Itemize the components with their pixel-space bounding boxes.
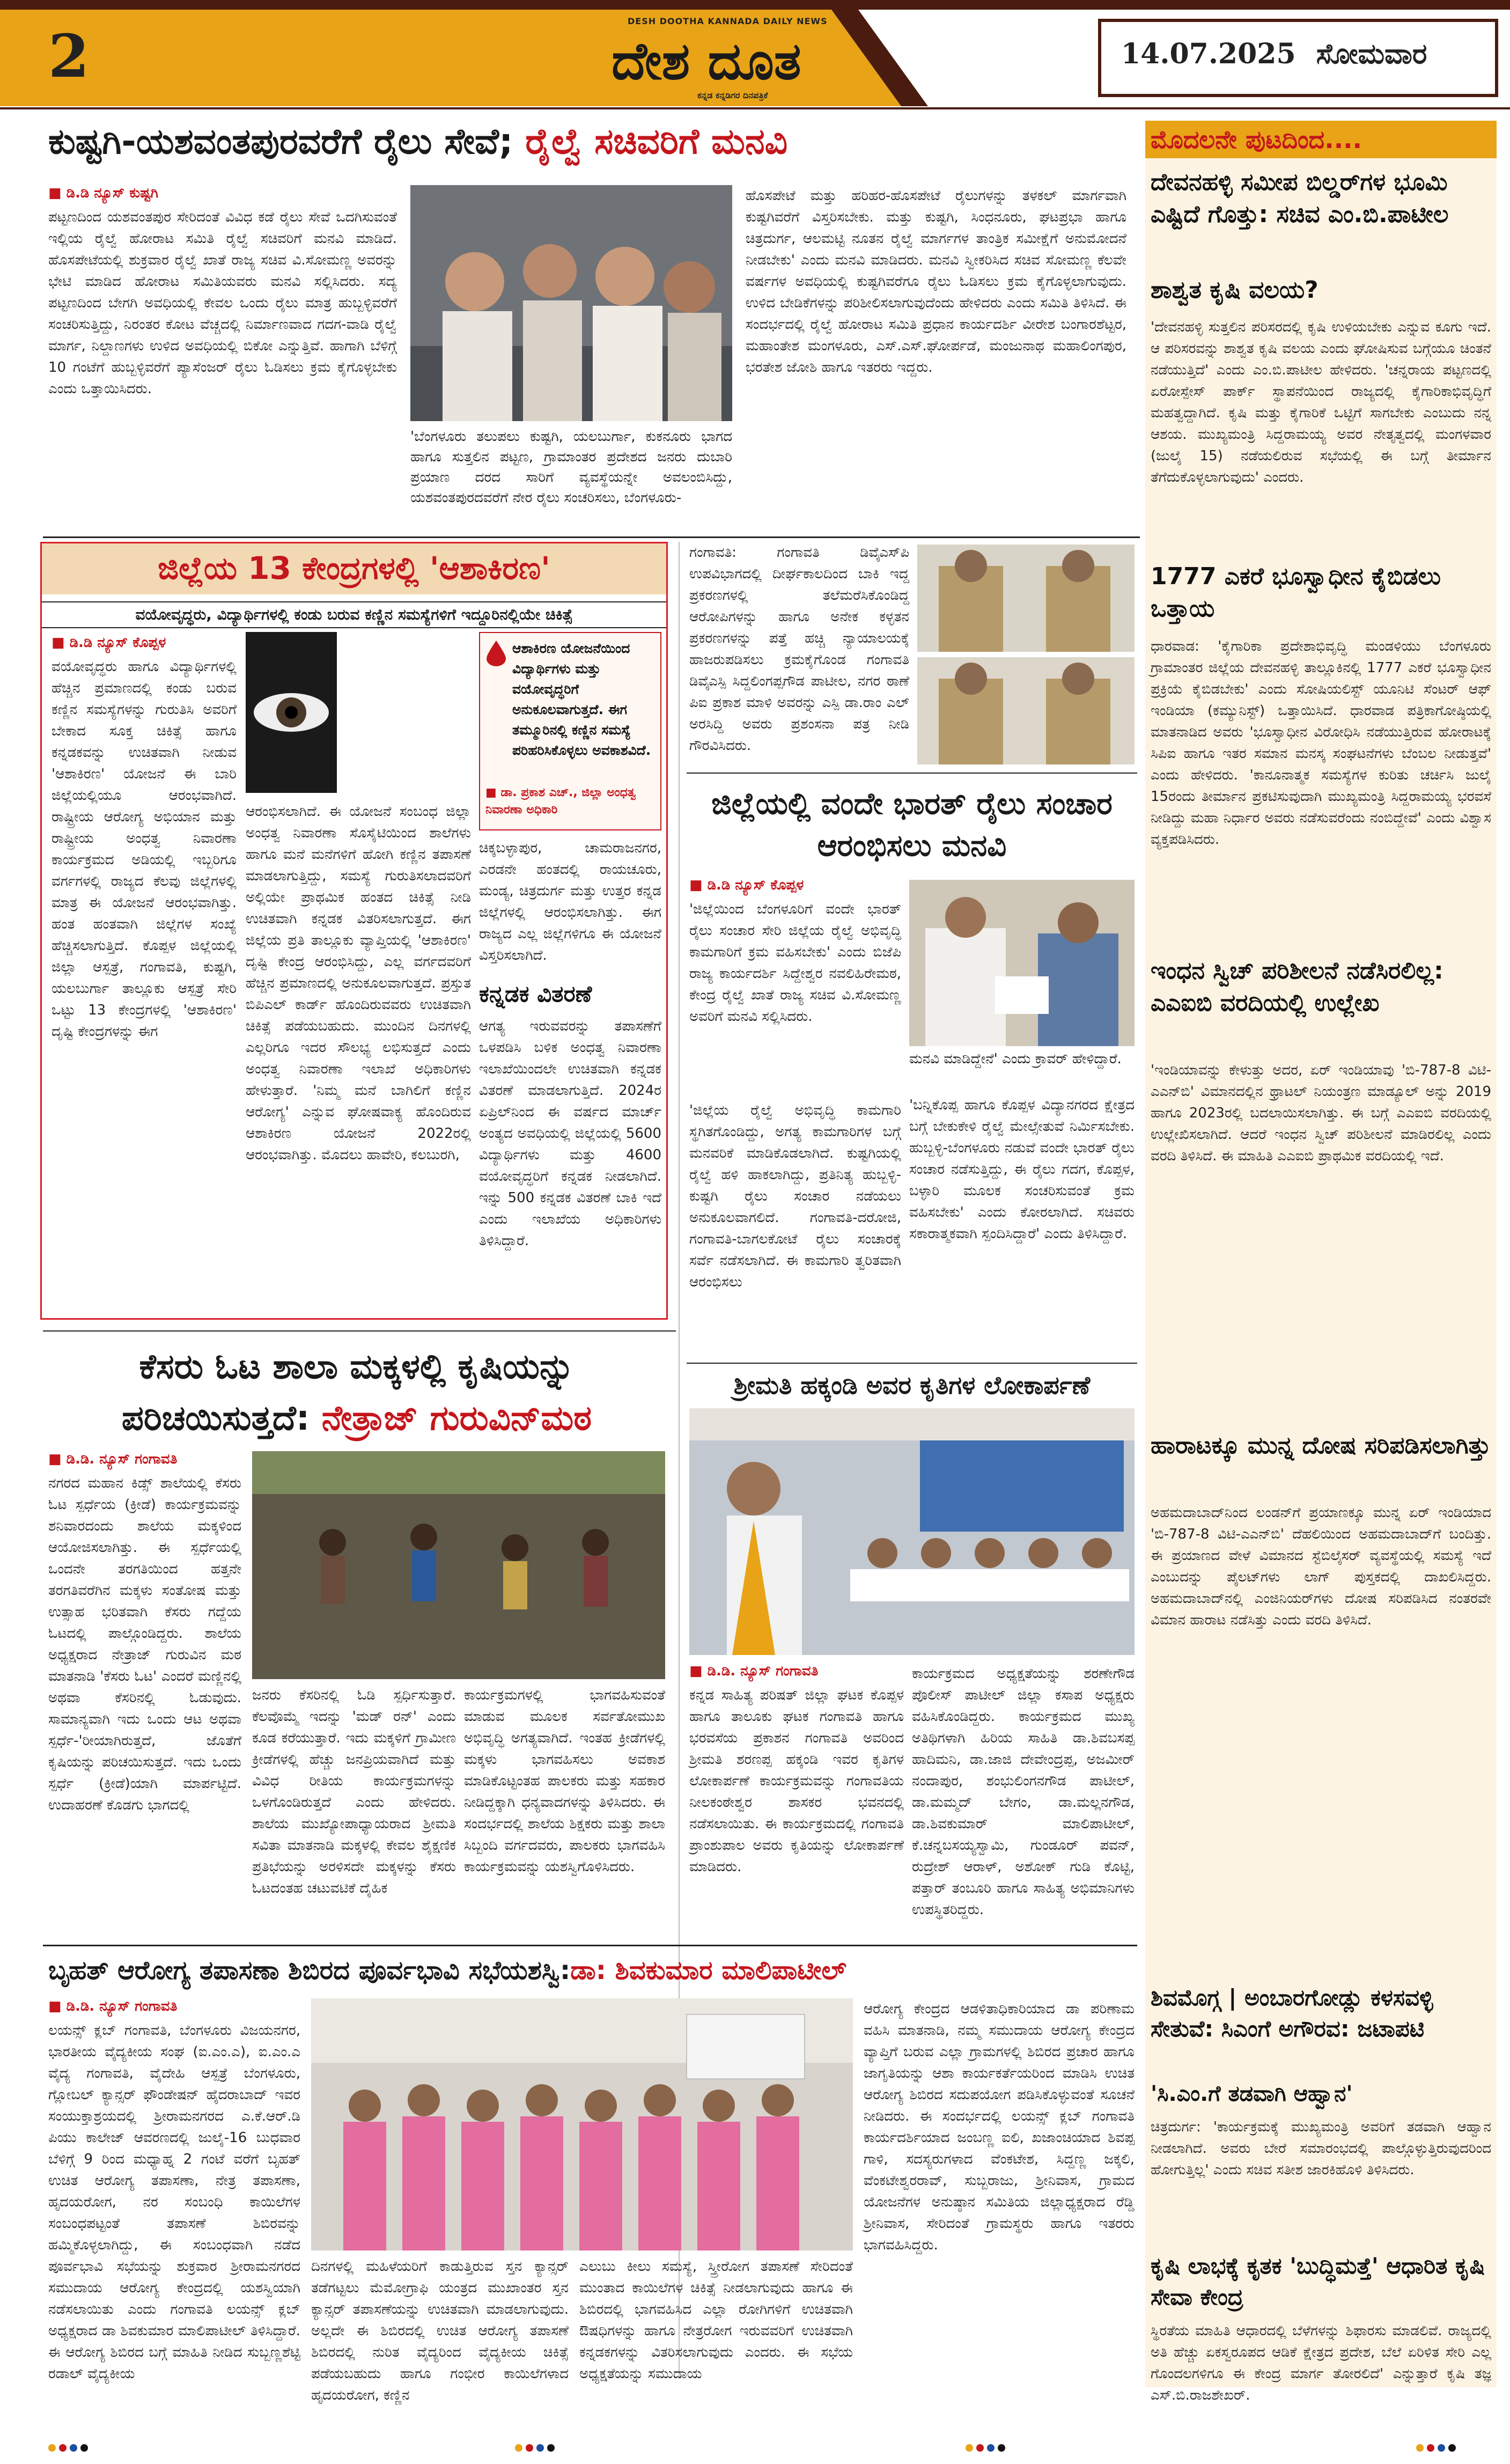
hakkandi-byline: ■ ಡಿ.ಡಿ. ನ್ಯೂಸ್ ಗಂಗಾವತಿ [689, 1663, 819, 1679]
english-title: DESH DOOTHA KANNADA DAILY NEWS [628, 16, 828, 26]
vande-col2: 'ಜಿಲ್ಲೆಯ ರೈಲ್ವೆ ಅಭಿವೃದ್ಧಿ ಕಾಮಗಾರಿ ಸ್ಥಗಿತಗೊಂಡಿದ್ದು, ಅಗತ್ಯ ಕಾಮಗಾರಿಗಳ ಬಗ್ಗೆ ಮನವರಿಕೆ ಮಾಡಿಕೊಡಲಾಗಿದೆ. ಕುಷ್ಟಗಿಯಲ್ಲಿ ರೈಲ್ವೆ ಹಳಿ ಹಾಕಲಾಗಿದ್ದು, ಪ್ರತಿನಿತ್ಯ ಹುಬ್ಬಳ್ಳಿ-ಕುಷ್ಟಗಿ ರೈಲು ಸಂಚಾರ ನಡೆಯಲು ಅನುಕೂಲವಾಗಲಿದೆ. ಗಂಗಾವತಿ-ದರೋಜಿ, ಗಂಗಾವತಿ-ಬಾಗಲಕೋಟೆ ರೈಲು ಸಂಚಾರಕ್ಕೆ ಸರ್ವೆ ನಡೆಸಲಾಗಿದೆ. ಈ ಕಾಮಗಾರಿ ತ್ವರಿತವಾಗಿ ಆರಂಭಿಸಲು [689, 1102, 901, 1290]
arogya-byline: ■ ಡಿ.ಡಿ. ನ್ಯೂಸ್ ಗಂಗಾವತಿ [48, 1998, 178, 2014]
eye-photo [246, 632, 337, 793]
mud-race-image-icon [252, 1451, 665, 1679]
kesaru-col1: ನಗರದ ಮಹಾನ ಕಿಡ್ಸ್ ಶಾಲೆಯಲ್ಲಿ ಕೆಸರು ಓಟ ಸ್ಪರ್ಧೆಯ (ಕ್ರೀಡೆ) ಕಾರ್ಯಕ್ರಮವನ್ನು ಶನಿವಾರದಂದು ಶಾಲೆಯ ಮಕ್ಕಳಿಂದ ಆಯೋಜಿಸಲಾಗಿತ್ತು. ಈ ಸ್ಪರ್ಧೆಯಲ್ಲಿ ಒಂದನೇ ತರಗತಿಯಿಂದ ಹತ್ತನೇ ತರಗತಿವರೆಗಿನ ಮಕ್ಕಳು ಸಂತೋಷ ಮತ್ತು ಉತ್ಸಾಹ ಭರಿತವಾಗಿ ಕೆಸರು ಗದ್ದೆಯ ಓಟದಲ್ಲಿ ಪಾಲ್ಗೊಂಡಿದ್ದರು. ಶಾಲೆಯ ಅಧ್ಯಕ್ಷರಾದ ನೇತ್ರಾಜ್ ಗುರುವಿನ ಮಠ ಮಾತನಾಡಿ 'ಕೆಸರು ಓಟ' ಎಂದರೆ ಮಣ್ಣಿನಲ್ಲಿ ಅಥವಾ ಕೆಸರಿನಲ್ಲಿ ಓಡುವುದು. ಸಾಮಾನ್ಯವಾಗಿ ಇದು ಒಂದು ಆಟ ಅಥವಾ ಸ್ಪರ್ಧೆ-'ರೀಯಾಗಿರುತ್ತದೆ, ಜೊತೆಗೆ ಕೃಷಿಯನ್ನು ಪರಿಚಯಿಸುತ್ತದೆ. ಇದು ಒಂದು ಸ್ಪರ್ಧೆ (ಕ್ರೀಡೆ)ಯಾಗಿ ಮಾರ್ಪಟ್ಟಿದೆ. ಉದಾಹರಣೆ ಕೊಡಗು ಭಾಗದಲ್ಲಿ [48, 1475, 241, 1813]
sidebar-story3-text: 'ಇಂಡಿಯಾವನ್ನು ಕೇಳುತ್ತು ಅದರ, ಏರ್ ಇಂಡಿಯಾವು 'ಬಿ-787-8 ವಿಟಿ-ಎಎನ್‌ಬಿ' ವಿಮಾನದಲ್ಲಿನ ಥ್ರಾಟಲ್ ನಿಯಂತ್ರಣ ಮಾಡ್ಯೂಲ್ ಅನ್ನು 2019 ಹಾಗೂ 2023ರಲ್ಲಿ ಬದಲಾಯಿಸಲಾಗಿತ್ತು. ಈ ಬಗ್ಗೆ ಎಎಐಬಿ ವರದಿಯಲ್ಲಿ ಉಲ್ಲೇಖಿಸಲಾಗಿದೆ. ಆದರೆ ಇಂಧನ ಸ್ವಿಚ್ ಪರಿಶೀಲನೆ ಮಾಡಿರಲಿಲ್ಲ ಎಂದು ವರದಿ ತಿಳಿಸಿದೆ. ಈ ಮಾಹಿತಿ ಎಎಐಬಿ ಪ್ರಾಥಮಿಕ ವರದಿಯಲ್ಲಿ ಇದೆ. [1151, 1062, 1491, 1164]
arogya-caption: ದಿನಗಳಲ್ಲಿ ಮಹಿಳೆಯರಿಗೆ ಕಾಡುತ್ತಿರುವ ಸ್ತನ ಕ್ಯಾನ್ಸರ್ ತಡೆಗಟ್ಟಲು ಮೆಮೋಗ್ರಾಫಿ ಯಂತ್ರದ ಮುಖಾಂತರ ಸ್ತನ ಕ್ಯಾನ್ಸರ್ ತಪಾಸಣೆಯನ್ನು ಉಚಿತವಾಗಿ ಮಾಡಲಾಗುವುದು. ಅಲ್ಲದೇ ಈ ಶಿಬಿರದಲ್ಲಿ ಉಚಿತ ಆರೋಗ್ಯ ತಪಾಸಣೆ ಶಿಬಿರದಲ್ಲಿ ನುರಿತ ವೈದ್ಯರಿಂದ ವೈದ್ಯಕೀಯ ಚಿಕಿತ್ಸೆ ಪಡೆಯಬಹುದು ಹಾಗೂ ಗಂಭೀರ ಕಾಯಿಲೆಗಳಾದ ಹೃದಯರೋಗ, ಕಣ್ಣಿನ [311, 2259, 569, 2403]
eye-icon [246, 632, 337, 793]
weekday-value: ಸೋಮವಾರ [1316, 38, 1427, 70]
book-release-image-icon [689, 1408, 1135, 1655]
arogya-photo [311, 1998, 853, 2250]
sidebar-story1-title: ದೇವನಹಳ್ಳಿ ಸಮೀಪ ಬಿಲ್ಡರ್‌ಗಳ ಭೂಮಿ ಎಷ್ಟಿದೆ ಗೊತ್ತು: ಸಚಿವ ಎಂ.ಬಿ.ಪಾಟೀಲ [1151, 168, 1449, 228]
kesaru-photo [252, 1451, 665, 1679]
date-value: 14.07.2025 [1121, 38, 1296, 70]
lead-headline-part2: ರೈಲ್ವೆ ಸಚಿವರಿಗೆ ಮನವಿ [525, 121, 788, 162]
ashakirana-col3-sub: ಕನ್ನಡಕ ವಿತರಣೆ [479, 981, 592, 1007]
ashakirana-quote: ಆಶಾಕಿರಣ ಯೋಜನೆಯಿಂದ ವಿದ್ಯಾರ್ಥಿಗಳು ಮತ್ತು ವಯೋವೃದ್ಧರಿಗೆ ಅನುಕೂಲವಾಗುತ್ತದೆ. ಈಗ ತಮ್ಮೂರಿನಲ್ಲಿ ಕಣ್ಣಿನ ಸಮಸ್ಯೆ ಪರಿಹರಿಸಿಕೊಳ್ಳಲು ಅವಕಾಶವಿದೆ. [512, 641, 651, 758]
footer-dots-center-left [515, 2444, 558, 2454]
hakkandi-col2: ಕಾರ್ಯಕ್ರಮದ ಅಧ್ಯಕ್ಷತೆಯನ್ನು ಶರಣೇಗೌಡ ಪೊಲೀಸ್ ಪಾಟೀಲ್ ಜಿಲ್ಲಾ ಕಸಾಪ ಅಧ್ಯಕ್ಷರು ವಹಿಸಿಕೊಂಡಿದ್ದರು. ಕಾರ್ಯಕ್ರಮದ ಮುಖ್ಯ ಅತಿಥಿಗಳಾಗಿ ಹಿರಿಯ ಸಾಹಿತಿ ಡಾ.ಶಿವಬಸಪ್ಪ ಹಾದಿಮನಿ, ಡಾ.ಜಾಜಿ ದೇವೇಂದ್ರಪ್ಪ, ಅಜಮೀರ್ ನಂದಾಪುರ, ಶಂಭುಲಿಂಗನಗೌಡ ಪಾಟೀಲ್, ಡಾ.ಮಮ್ಮದ್ ಬೇಗಂ, ಡಾ.ಮಲ್ಲನಗೌಡ, ಡಾ.ಶಿವಕುಮಾರ್ ಮಾಲಿಪಾಟೀಲ್, ಕೆ.ಚನ್ನಬಸಯ್ಯಸ್ವಾಮಿ, ಗುಂಡೂರ್ ಪವನ್, ರುದ್ರೇಶ್ ಆರಾಳ್, ಅಶೋಕ್ ಗುಡಿ ಕೊಟ್ಟಿ, ಪತ್ತಾರ್ ತಂಬೂರಿ ಹಾಗೂ ಸಾಹಿತ್ಯ ಅಭಿಮಾನಿಗಳು ಉಪಸ್ಥಿತರಿದ್ದರು. [912, 1666, 1135, 1918]
lead-caption: 'ಬೆಂಗಳೂರು ತಲುಪಲು ಕುಷ್ಟಗಿ, ಯಲಬುರ್ಗಾ, ಕುಕನೂರು ಭಾಗದ ಹಾಗೂ ಸುತ್ತಲಿನ ಪಟ್ಟಣ, ಗ್ರಾಮಾಂತರ ಪ್ರದೇಶದ ಜನರು ದುಬಾರಿ ಪ್ರಯಾಣ ದರದ ಸಾರಿಗೆ ವ್ಯವಸ್ಥೆಯನ್ನೇ ಅವಲಂಬಿಸಿದ್ದು, ಯಶವಂತಪುರದವರೆಗೆ ನೇರ ರೈಲು ಸಂಚರಿಸಲು, ಬೆಂಗಳೂರು- [410, 429, 732, 506]
ashakirana-box [40, 542, 668, 1320]
kesaru-headline-part3: ನೇತ್ರಾಜ್ ಗುರುವಿನ್‌ಮಠ [321, 1399, 592, 1438]
sidebar-story6-text: ಸ್ಥಿರತೆಯ ಮಾಹಿತಿ ಆಧಾರದಲ್ಲಿ ಬೆಳೆಗಳನ್ನು ಶಿಫಾರಸು ಮಾಡಲಿವೆ. ರಾಜ್ಯದಲ್ಲಿ ಅತಿ ಹೆಚ್ಚು ಏಕಸ್ವರೂಪದ ಆಡಿಕೆ ಕ್ಷೇತ್ರದ ಪ್ರದೇಶ, ಬೆಲೆ ಏರಿಳಿತ ಸೇರಿ ಎಲ್ಲ ಗೊಂದಲಗಳಿಗೂ ಈ ಕೇಂದ್ರ ಮಾರ್ಗ ತೋರಲಿದೆ' ಎನ್ನುತ್ತಾರೆ ಕೃಷಿ ತಜ್ಞ ಎಸ್.ಬಿ.ರಾಜಶೇಖರ್. [1151, 2323, 1491, 2403]
sidebar-story4-title: ಹಾರಾಟಕ್ಕೂ ಮುನ್ನ ದೋಷ ಸರಿಪಡಿಸಲಾಗಿತ್ತು [1151, 1432, 1491, 1459]
logo-text: ದೇಶ ದೂತ [612, 31, 801, 91]
header-rule [0, 107, 1510, 109]
ashakirana-headline-part1: ಜಿಲ್ಲೆಯ 13 ಕೇಂದ್ರಗಳಲ್ಲಿ [158, 550, 430, 586]
kesaru-headline [40, 1341, 673, 1444]
arogya-headline [48, 1955, 1137, 1986]
police-photo-2 [917, 657, 1135, 764]
lead-headline-part1: ಕುಷ್ಟಗಿ-ಯಶವಂತಪುರವರೆಗೆ ರೈಲು ಸೇವೆ; [48, 121, 513, 162]
vande-byline: ■ ಡಿ.ಡಿ ನ್ಯೂಸ್ ಕೊಪ್ಪಳ [689, 877, 804, 893]
ashakirana-col2a [342, 632, 471, 804]
sidebar-story4-text: ಅಹಮದಾಬಾದ್‌ನಿಂದ ಲಂಡನ್‌ಗೆ ಪ್ರಯಾಣಕ್ಕೂ ಮುನ್ನ ಏರ್ ಇಂಡಿಯಾದ 'ಬಿ-787-8 ವಿಟಿ-ಎಎನ್‌ಬಿ' ದೆಹಲಿಯಿಂದ ಅಹಮದಾಬಾದ್‌ಗೆ ಬಂದಿತ್ತು. ಈ ಪ್ರಯಾಣದ ವೇಳೆ ವಿಮಾನದ ಸ್ಟೆಬಿಲೈಸರ್ ವ್ಯವಸ್ಥೆಯಲ್ಲಿ ಸಮಸ್ಯೆ ಇದೆ ಎಂಬುದನ್ನು ಪೈಲಟ್‌ಗಳು ಲಾಗ್ ಪುಸ್ತಕದಲ್ಲಿ ದಾಖಲಿಸಿದ್ದರು. ಅಹಮದಾಬಾದ್‌ನಲ್ಲಿ ಎಂಜಿನಿಯರ್‌ಗಳು ದೋಷ ಸರಿಪಡಿಸಿದ ನಂತರವೇ ವಿಮಾನ ಹಾರಾಟ ನಡೆಸಿತ್ತು ಎಂದು ವರದಿ ತಿಳಿಸಿದೆ. [1151, 1505, 1491, 1628]
issue-date [1121, 38, 1427, 71]
arogya-col3: ಎಲುಬು ಕೀಲು ಸಮಸ್ಯೆ, ಸ್ತ್ರೀರೋಗ ತಪಾಸಣೆ ಸೇರಿದಂತೆ ಮುಂತಾದ ಕಾಯಿಲೆಗಳ ಚಿಕಿತ್ಸೆ ನೀಡಲಾಗುವುದು ಹಾಗೂ ಈ ಶಿಬಿರದಲ್ಲಿ ಭಾಗವಹಿಸಿದ ಎಲ್ಲಾ ರೋಗಿಗಳಿಗೆ ಉಚಿತವಾಗಿ ಔಷಧಿಗಳನ್ನು ಹಾಗೂ ನೇತ್ರರೋಗ ಇರುವವರಿಗೆ ಉಚಿತವಾಗಿ ಕನ್ನಡಕಗಳನ್ನು ವಿತರಿಸಲಾಗುವುದು ಎಂದರು. ಈ ಸಭೆಯ ಅಧ್ಯಕ್ಷತೆಯನ್ನು ಸಮುದಾಯ [579, 2259, 853, 2382]
kesaru-col2: ಜನರು ಕೆಸರಿನಲ್ಲಿ ಓಡಿ ಸ್ಪರ್ಧಿಸುತ್ತಾರೆ. ಕೆಲವೊಮ್ಮೆ ಇದನ್ನು 'ಮಡ್ ರನ್' ಎಂದು ಕೂಡ ಕರೆಯುತ್ತಾರೆ. ಇದು ಮಕ್ಕಳಿಗೆ ಗ್ರಾಮೀಣ ಕ್ರೀಡೆಗಳಲ್ಲಿ ಹೆಚ್ಚು ಜನಪ್ರಿಯವಾಗಿದೆ ಮತ್ತು ವಿವಿಧ ರೀತಿಯ ಕಾರ್ಯಕ್ರಮಗಳನ್ನು ಒಳಗೊಂಡಿರುತ್ತದೆ ಎಂದು ಹೇಳಿದರು. ಶಾಲೆಯ ಮುಖ್ಯೋಪಾಧ್ಯಾಯರಾದ ಶ್ರೀಮತಿ ಸವಿತಾ ಮಾತನಾಡಿ ಮಕ್ಕಳಲ್ಲಿ ಕೇವಲ ಶೈಕ್ಷಣಿಕ ಪ್ರತಿಭೆಯನ್ನು ಅರಳಿಸದೇ ಮಕ್ಕಳನ್ನು ಕೆಸರು ಓಟದಂತಹ ಚಟುವಟಿಕೆ ದೈಹಿಕ [252, 1687, 456, 1896]
ashakirana-byline: ■ ಡಿ.ಡಿ ನ್ಯೂಸ್ ಕೊಪ್ಪಳ [51, 635, 166, 651]
sidebar-story3-title: ಇಂಧನ ಸ್ವಿಚ್ ಪರಿಶೀಲನೆ ನಡೆಸಿರಲಿಲ್ಲ: ಎಎಐಬಿ ವರದಿಯಲ್ಲಿ ಉಲ್ಲೇಖ [1151, 957, 1443, 1017]
lead-col3: ಹೊಸಪೇಟೆ ಮತ್ತು ಹರಿಹರ-ಹೊಸಪೇಟೆ ರೈಲುಗಳನ್ನು ತಳಕಲ್ ಮಾರ್ಗವಾಗಿ ಕುಷ್ಟಗಿವರೆಗೆ ವಿಸ್ತರಿಸಬೇಕು. ಮತ್ತು ಕುಷ್ಟಗಿ, ಸಿಂಧನೂರು, ಘಟಪ್ರಭಾ ಹಾಗೂ ಚಿತ್ರದುರ್ಗ, ಆಲಮಟ್ಟಿ ನೂತನ ರೈಲ್ವೆ ಮಾರ್ಗಗಳ ತಾಂತ್ರಿಕ ಸಮೀಕ್ಷೆಗೆ ಅನುಮೋದನೆ ನೀಡಬೇಕು' ಎಂದು ಮನವಿ ಮಾಡಿದರು. ಮನವಿ ಸ್ವೀಕರಿಸಿದ ಸಚಿವ ಸೋಮಣ್ಣ ಕೆಲವೇ ವರ್ಷಗಳ ಅವಧಿಯಲ್ಲಿ ಕುಷ್ಟಗಿವರೆಗೂ ರೈಲು ಓಡಿಸಲು ಕ್ರಮ ಕೈಗೊಳ್ಳಲಾಗುವುದು. ಉಳಿದ ಬೇಡಿಕೆಗಳನ್ನು ಪರಿಶೀಲಿಸಲಾಗುವುದೆಂದು ಹೇಳಿದರು ಎಂದು ಸಮಿತಿ ತಿಳಿಸಿದೆ. ಈ ಸಂದರ್ಭದಲ್ಲಿ ರೈಲ್ವೆ ಹೋರಾಟ ಸಮಿತಿ ಪ್ರಧಾನ ಕಾರ್ಯದರ್ಶಿ ವೀರೇಶ ಬಂಗಾರಶೆಟ್ಟರ, ಮಹಾಂತೇಶ ಮಂಗಳೂರು, ಎಸ್.ಎಸ್.ಘೋರ್ಪಡೆ, ಮಂಜುನಾಥ ಮಹಾಲಿಂಗಪುರ, ಭರತೇಶ ಜೋಶಿ ಹಾಗೂ ಇತರರು ಇದ್ದರು. [746, 188, 1126, 376]
ashakirana-col2: ಆರಂಭಿಸಲಾಗಿದೆ. ಈ ಯೋಜನೆ ಸಂಬಂಧ ಜಿಲ್ಲಾ ಅಂಧತ್ವ ನಿವಾರಣಾ ಸೊಸೈಟಿಯಿಂದ ಶಾಲೆಗಳು ಹಾಗೂ ಮನೆ ಮನೆಗಳಿಗೆ ಹೋಗಿ ಕಣ್ಣಿನ ತಪಾಸಣೆ ಮಾಡಲಾಗುತ್ತಿದ್ದು, ಸಮಸ್ಯೆ ಗುರುತಿಸಲಾದವರಿಗೆ ಅಲ್ಲಿಯೇ ಪ್ರಾಥಮಿಕ ಹಂತದ ಚಿಕಿತ್ಸೆ ನೀಡಿ ಉಚಿತವಾಗಿ ಕನ್ನಡಕ ವಿತರಿಸಲಾಗುತ್ತದೆ. ಈಗ ಜಿಲ್ಲೆಯ ಪ್ರತಿ ತಾಲ್ಲೂಕು ವ್ಯಾಪ್ತಿಯಲ್ಲಿ 'ಆಶಾಕಿರಣ' ದೃಷ್ಟಿ ಕೇಂದ್ರ ಆರಂಭಿಸಿದ್ದು, ಎಲ್ಲ ವರ್ಗದವರಿಗೆ ಹೆಚ್ಚಿನ ಪ್ರಮಾಣದಲ್ಲಿ ಅನುಕೂಲವಾಗುತ್ತದೆ. ಪ್ರಸ್ತುತ ಬಿಪಿಎಲ್ ಕಾರ್ಡ್ ಹೊಂದಿರುವವರು ಉಚಿತವಾಗಿ ಚಿಕಿತ್ಸೆ ಪಡೆಯಬಹುದು. ಮುಂದಿನ ದಿನಗಳಲ್ಲಿ ಎಲ್ಲರಿಗೂ ಇದರ ಸೌಲಭ್ಯ ಲಭಿಸುತ್ತದೆ ಎಂದು ಅಂಧತ್ವ ನಿವಾರಣಾ ಇಲಾಖೆ ಅಧಿಕಾರಿಗಳು ಹೇಳುತ್ತಾರೆ. 'ನಿಮ್ಮ ಮನೆ ಬಾಗಿಲಿಗೆ ಕಣ್ಣಿನ ಆರೋಗ್ಯ' ಎನ್ನುವ ಘೋಷವಾಕ್ಯ ಹೊಂದಿರುವ ಆಶಾಕಿರಣ ಯೋಜನೆ 2022ರಲ್ಲಿ ಆರಂಭವಾಗಿತ್ತು. ಮೊದಲು ಹಾವೇರಿ, ಕಲಬುರಗಿ, [246, 804, 471, 1163]
sidebar-story2-text: ಧಾರವಾಡ: 'ಕೈಗಾರಿಕಾ ಪ್ರದೇಶಾಭಿವೃದ್ಧಿ ಮಂಡಳಿಯು ಬೆಂಗಳೂರು ಗ್ರಾಮಾಂತರ ಜಿಲ್ಲೆಯ ದೇವನಹಳ್ಳಿ ತಾಲ್ಲೂಕಿನಲ್ಲಿ 1777 ಎಕರೆ ಭೂಸ್ವಾಧೀನ ಪ್ರಕ್ರಿಯೆ ಕೈಬಿಡಬೇಕು' ಎಂದು ಸೋಷಿಯಲಿಸ್ಟ್ ಯೂನಿಟಿ ಸೆಂಟರ್ ಆಫ್ ಇಂಡಿಯಾ (ಕಮ್ಯುನಿಸ್ಟ್) ಒತ್ತಾಯಿಸಿದೆ. ಧಾರವಾಡ ಪತ್ರಿಕಾಗೋಷ್ಠಿಯಲ್ಲಿ ಮಾತನಾಡಿದ ಅವರು 'ಭೂಸ್ವಾಧೀನ ವಿರೋಧಿಸಿ ನಡೆಯುತ್ತಿರುವ ಹೋರಾಟಕ್ಕೆ ಸಿಪಿಐ ಹಾಗೂ ಇತರ ಸಮಾನ ಮನಸ್ಕ ಸಂಘಟನೆಗಳು ಬೆಂಬಲ ನೀಡುತ್ತವೆ' ಎಂದು ಹೇಳಿದರು. 'ಕಾನೂನಾತ್ಮಕ ಸಮಸ್ಯೆಗಳ ಕುರಿತು ಚರ್ಚಿಸಿ ಜುಲೈ 15ರಂದು ತೀರ್ಮಾನ ಪ್ರಕಟಿಸುವುದಾಗಿ ಮುಖ್ಯಮಂತ್ರಿ ಸಿದ್ದರಾಮಯ್ಯ ಭರವಸೆ ನೀಡಿದ್ದು ಮಹಾ ನಿರ್ಧಾರ ಅವರು ನಡೆಸುವರೆಂದು ನಂಬಿದ್ದೇವೆ' ಎಂದು ವಿಶ್ವಾಸ ವ್ಯಕ್ತಪಡಿಸಿದರು. [1151, 638, 1491, 848]
lead-col1: ಪಟ್ಟಣದಿಂದ ಯಶವಂತಪುರ ಸೇರಿದಂತೆ ವಿವಿಧ ಕಡೆ ರೈಲು ಸೇವೆ ಒದಗಿಸುವಂತೆ ಇಲ್ಲಿಯ ರೈಲ್ವೆ ಹೋರಾಟ ಸಮಿತಿ ರೈಲ್ವೆ ಸಚಿವರಿಗೆ ಮನವಿ ಮಾಡಿದೆ. ಹೊಸಪೇಟೆಯಲ್ಲಿ ಶುಕ್ರವಾರ ರೈಲ್ವೆ ಖಾತೆ ರಾಜ್ಯ ಸಚಿವ ವಿ.ಸೋಮಣ್ಣ ಅವರನ್ನು ಭೇಟಿ ಮಾಡಿದ ಹೋರಾಟ ಸಮಿತಿಯವರು ಮನವಿ ಸಲ್ಲಿಸಿದರು. ಸದ್ಯ ಪಟ್ಟಣದಿಂದ ಬೇಗಗಿ ಅವಧಿಯಲ್ಲಿ ಕೇವಲ ಒಂದು ರೈಲು ಮಾತ್ರ ಹುಬ್ಬಳ್ಳಿವರೆಗೆ ಸಂಚರಿಸುತ್ತಿದ್ದು, ನಿರಂತರ ಕೋಟ ವೆಚ್ಚದಲ್ಲಿ ನಿರ್ಮಾಣವಾದ ಗದಗ-ವಾಡಿ ರೈಲ್ವೆ ಮಾರ್ಗ, ನಿಲ್ದಾಣಗಳು ಉಳಿದ ಅವಧಿಯಲ್ಲಿ ಬಿಕೋ ಎನ್ನುತ್ತಿವೆ. ಹಾಗಾಗಿ ಬೆಳಿಗ್ಗೆ 10 ಗಂಟೆಗೆ ಹುಬ್ಬಳ್ಳಿವರೆಗೆ ಪ್ಯಾಸೆಂಜರ್ ರೈಲು ಓಡಿಸಲು ಕ್ರಮ ಕೈಗೊಳ್ಳಬೇಕು ಎಂದು ಒತ್ತಾಯಿಸಿದರು. [48, 209, 397, 397]
health-meeting-image-icon [311, 1998, 853, 2250]
ashakirana-col3b: ಆಗತ್ಯ ಇರುವವರನ್ನು ತಪಾಸಣೆಗೆ ಒಳಪಡಿಸಿ ಬಳಿಕ ಅಂಧತ್ವ ನಿವಾರಣಾ ಇಲಾಖೆಯಿಂದಲೇ ಉಚಿತವಾಗಿ ಕನ್ನಡಕ ವಿತರಣೆ ಮಾಡಲಾಗುತ್ತಿದೆ. 2024ರ ಏಪ್ರಿಲ್‌ನಿಂದ ಈ ವರ್ಷದ ಮಾರ್ಚ್ ಅಂತ್ಯದ ಅವಧಿಯಲ್ಲಿ ಜಿಲ್ಲೆಯಲ್ಲಿ 5600 ವಿದ್ಯಾರ್ಥಿಗಳು ಮತ್ತು 4600 ವಯೋವೃದ್ಧರಿಗೆ ಕನ್ನಡಕ ನೀಡಲಾಗಿದೆ. ಇನ್ನು 500 ಕನ್ನಡಕ ವಿತರಣೆ ಬಾಕಿ ಇದೆ ಎಂದು ಇಲಾಖೆಯ ಅಧಿಕಾರಿಗಳು ತಿಳಿಸಿದ್ದಾರೆ. [479, 1018, 661, 1249]
footer-dots-center-right [966, 2444, 1008, 2454]
footer-dots-left [48, 2444, 91, 2454]
vande-caption: ಮನವಿ ಮಾಡಿದ್ದೇನೆ' ಎಂದು ಕ್ರಾವರ್ ಹೇಳಿದ್ದಾರೆ. [909, 1051, 1122, 1067]
police-photo-1 [917, 545, 1135, 652]
sidebar-story5-text: ಚಿತ್ರದುರ್ಗ: 'ಕಾರ್ಯಕ್ರಮಕ್ಕೆ ಮುಖ್ಯಮಂತ್ರಿ ಅವರಿಗೆ ತಡವಾಗಿ ಆಹ್ವಾನ ನೀಡಲಾಗಿದೆ. ಅವರು ಬೇರೆ ಸಮಾರಂಭದಲ್ಲಿ ಪಾಲ್ಗೊಳ್ಳುತ್ತಿರುವುದರಿಂದ ಹೋಗುತ್ತಿಲ್ಲ' ಎಂದು ಸಚಿವ ಸತೀಶ ಜಾರಕಿಹೊಳಿ ತಿಳಿಸಿದರು. [1151, 2119, 1491, 2178]
police-text: ಗಂಗಾವತಿ: ಗಂಗಾವತಿ ಡಿವೈಎಸ್‌ಪಿ ಉಪವಿಭಾಗದಲ್ಲಿ ದೀರ್ಘಕಾಲದಿಂದ ಬಾಕಿ ಇದ್ದ ಪ್ರಕರಣಗಳಲ್ಲಿ ತಲೆಮರೆಸಿಕೊಂಡಿದ್ದ ಆರೋಪಿಗಳನ್ನು ಹಾಗೂ ಅನೇಕ ಕಳ್ಳತನ ಪ್ರಕರಣಗಳನ್ನು ಪತ್ತೆ ಹಚ್ಚಿ ನ್ಯಾಯಾಲಯಕ್ಕೆ ಹಾಜರುಪಡಿಸಲು ಕ್ರಮಕೈಗೊಂಡ ಗಂಗಾವತಿ ಡಿವೈಎಸ್ಪಿ ಸಿದ್ದಲಿಂಗಪ್ಪಗೌಡ ಪಾಟೀಲ, ನಗರ ಠಾಣೆ ಪಿಐ ಪ್ರಕಾಶ ಮಾಳಿ ಅವರನ್ನು ಎಸ್ಪಿ ಡಾ.ರಾಂ ಎಲ್ ಅರಸಿದ್ದಿ ಅವರು ಪ್ರಶಂಸನಾ ಪತ್ರ ನೀಡಿ ಗೌರವಿಸಿದರು. [689, 545, 909, 754]
kesaru-headline-part2: ಪರಿಚಯಿಸುತ್ತದೆ: [121, 1399, 310, 1438]
police-bottom-rule [687, 773, 1137, 774]
arogya-col1: ಲಯನ್ಸ್ ಕ್ಲಬ್ ಗಂಗಾವತಿ, ಬೆಂಗಳೂರು ವಿಜಯನಗರ, ಭಾರತೀಯ ವೈದ್ಯಕೀಯ ಸಂಘ (ಐ.ಎಂ.ಎ), ಐ.ಎಂ.ಎ ವೈದ್ಯ ಗಂಗಾವತಿ, ವೈದೇಹಿ ಆಸ್ಪತ್ರೆ ಬೆಂಗಳೂರು, ಗ್ಲೋಬಲ್ ಕ್ಯಾನ್ಸರ್ ಫೌಂಡೇಷನ್ ಹೈದರಾಬಾದ್ ಇವರ ಸಂಯುಕ್ತಾಶ್ರಯದಲ್ಲಿ ಶ್ರೀರಾಮನಗರದ ಎ.ಕೆ.ಆರ್.ಡಿ ಪಿಯು ಕಾಲೇಜ್ ಆವರಣದಲ್ಲಿ ಜುಲೈ-16 ಬುಧವಾರ ಬೆಳಿಗ್ಗೆ 9 ರಿಂದ ಮಧ್ಯಾಹ್ನ 2 ಗಂಟೆ ವರೆಗೆ ಬೃಹತ್ ಉಚಿತ ಆರೋಗ್ಯ ತಪಾಸಣಾ, ನೇತ್ರ ತಪಾಸಣಾ, ಹೃದಯರೋಗ, ನರ ಸಂಬಂಧಿ ಕಾಯಿಲೆಗಳ ಸಂಬಂಧಪಟ್ಟಂತೆ ತಪಾಸಣೆ ಶಿಬಿರವನ್ನು ಹಮ್ಮಿಕೊಳ್ಳಲಾಗಿದ್ದು, ಈ ಸಂಬಂಧವಾಗಿ ನಡೆದ ಪೂರ್ವಭಾವಿ ಸಭೆಯನ್ನು ಶುಕ್ರವಾರ ಶ್ರೀರಾಮನಗರದ ಸಮುದಾಯ ಆರೋಗ್ಯ ಕೇಂದ್ರದಲ್ಲಿ ಯಶಸ್ವಿಯಾಗಿ ನಡೆಸಲಾಯಿತು ಎಂದು ಗಂಗಾವತಿ ಲಯನ್ಸ್ ಕ್ಲಬ್ ಅಧ್ಯಕ್ಷರಾದ ಡಾ ಶಿವಕುಮಾರ ಮಾಲಿಪಾಟೀಲ್ ತಿಳಿಸಿದ್ದಾರೆ. ಈ ಆರೋಗ್ಯ ಶಿಬಿರದ ಬಗ್ಗೆ ಮಾಹಿತಿ ನೀಡಿದ ಸುಬ್ಬಣ್ಣಶೆಟ್ಟಿ ರಡಾಲ್ ವೈದ್ಯಕೀಯ [48, 2022, 300, 2382]
kesaru-col3: ಕಾರ್ಯಕ್ರಮಗಳಲ್ಲಿ ಭಾಗವಹಿಸುವಂತೆ ಮಾಡುವ ಮೂಲಕ ಸರ್ವತೋಮುಖ ಅಭಿವೃದ್ಧಿ ಅಗತ್ಯವಾಗಿದೆ. ಇಂತಹ ಕ್ರೀಡೆಗಳಲ್ಲಿ ಮಕ್ಕಳು ಭಾಗವಹಿಸಲು ಅವಕಾಶ ಮಾಡಿಕೊಟ್ಟಂತಹ ಪಾಲಕರು ಮತ್ತು ಸಹಕಾರ ನೀಡಿದ್ದಕ್ಕಾಗಿ ಧನ್ಯವಾದಗಳನ್ನು ತಿಳಿಸಿದರು. ಈ ಸಂದರ್ಭದಲ್ಲಿ ಶಾಲೆಯ ಶಿಕ್ಷಕರು ಮತ್ತು ಶಾಲಾ ಸಿಬ್ಬಂದಿ ವರ್ಗದವರು, ಪಾಲಕರು ಭಾಗವಹಿಸಿ ಕಾರ್ಯಕ್ರಮವನ್ನು ಯಶಸ್ವಿಗೊಳಿಸಿದರು. [464, 1687, 665, 1875]
masthead [0, 0, 1510, 113]
sidebar-story6-title: ಕೃಷಿ ಲಾಭಕ್ಕೆ ಕೃತಕ 'ಬುದ್ಧಿಮತ್ತೆ' ಆಧಾರಿತ ಕೃಷಿ ಸೇವಾ ಕೇಂದ್ರ [1151, 2253, 1485, 2310]
ashakirana-col3a: ಚಿಕ್ಕಬಳ್ಳಾಪುರ, ಚಾಮರಾಜನಗರ, ಎರಡನೇ ಹಂತದಲ್ಲಿ ರಾಯಚೂರು, ಮಂಡ್ಯ, ಚಿತ್ರದುರ್ಗ ಮತ್ತು ಉತ್ತರ ಕನ್ನಡ ಜಿಲ್ಲೆಗಳಲ್ಲಿ ಆರಂಭಿಸಲಾಗಿತ್ತು. ಈಗ ರಾಜ್ಯದ ಎಲ್ಲ ಜಿಲ್ಲೆಗಳಿಗೂ ಈ ಯೋಜನೆ ವಿಸ್ತರಿಸಲಾಗಿದೆ. [479, 840, 661, 963]
tagline: ಕನ್ನಡ ಕನ್ನಡಿಗರ ದಿನಪತ್ರಿಕೆ [697, 90, 768, 100]
ashakirana-quote-author: ■ ಡಾ. ಪ್ರಕಾಶ ಎಚ್., ಜಿಲ್ಲಾ ಅಂಧತ್ವ ನಿವಾರಣಾ ಅಧಿಕಾರಿ [485, 786, 636, 817]
hakkandi-headline: ಶ್ರೀಮತಿ ಹಕ್ಕಂಡಿ ಅವರ ಕೃತಿಗಳ ಲೋಕಾರ್ಪಣೆ [733, 1371, 1091, 1400]
hakkandi-col1: ಕನ್ನಡ ಸಾಹಿತ್ಯ ಪರಿಷತ್ ಜಿಲ್ಲಾ ಘಟಕ ಕೊಪ್ಪಳ ಹಾಗೂ ತಾಲೂಕು ಘಟಕ ಗಂಗಾವತಿ ಹಾಗೂ ಭರವಸೆಯ ಪ್ರಕಾಶನ ಗಂಗಾವತಿ ಅವರಿಂದ ಶ್ರೀಮತಿ ಶರಣಪ್ಪ ಹಕ್ಕಂಡಿ ಇವರ ಕೃತಿಗಳ ಲೋಕಾರ್ಪಣೆ ಕಾರ್ಯಕ್ರಮವನ್ನು ಗಂಗಾವತಿಯ ನೀಲಕಂಠೇಶ್ವರ ಶಾಸಕರ ಭವನದಲ್ಲಿ ನಡೆಸಲಾಯಿತು. ಈ ಕಾರ್ಯಕ್ರಮದಲ್ಲಿ ಗಂಗಾವತಿ ಪ್ರಾಂಶುಪಾಲ ಅವರು ಕೃತಿಯನ್ನು ಲೋಕಾರ್ಪಣೆ ಮಾಡಿದರು. [689, 1687, 904, 1875]
sidebar-story5-sub: 'ಸಿ.ಎಂ.ಗೆ ತಡವಾಗಿ ಆಹ್ವಾನ' [1151, 2081, 1353, 2106]
arogya-top-rule [43, 1945, 1137, 1946]
ashakirana-headline-part2: 'ಆಶಾಕಿರಣ' [429, 550, 550, 586]
ashakirana-col1: ವಯೋವೃದ್ಧರು ಹಾಗೂ ವಿದ್ಯಾರ್ಥಿಗಳಲ್ಲಿ ಹೆಚ್ಚಿನ ಪ್ರಮಾಣದಲ್ಲಿ ಕಂಡು ಬರುವ ಕಣ್ಣಿನ ಸಮಸ್ಯೆಗಳನ್ನು ಗುರುತಿಸಿ ಅವರಿಗೆ ಬೇಕಾದ ಸೂಕ್ತ ಚಿಕಿತ್ಸೆ ಹಾಗೂ ಕನ್ನಡಕವನ್ನು ಉಚಿತವಾಗಿ ನೀಡುವ 'ಆಶಾಕಿರಣ' ಯೋಜನೆ ಈ ಬಾರಿ ಜಿಲ್ಲೆಯಲ್ಲಿಯೂ ಆರಂಭವಾಗಿದೆ. ರಾಷ್ಟ್ರೀಯ ಆರೋಗ್ಯ ಅಭಿಯಾನ ಮತ್ತು ರಾಷ್ಟ್ರೀಯ ಅಂಧತ್ವ ನಿವಾರಣಾ ಕಾರ್ಯಕ್ರಮದ ಅಡಿಯಲ್ಲಿ ಇಬ್ಬರಿಗೂ ವರ್ಗಗಳಲ್ಲಿ ರಾಜ್ಯದ ಕೆಲವು ಜಿಲ್ಲೆಗಳಲ್ಲಿ ಮಾತ್ರ ಈ ಯೋಜನೆ ಆರಂಭವಾಗಿತ್ತು. ಹಂತ ಹಂತವಾಗಿ ಜಿಲ್ಲೆಗಳ ಸಂಖ್ಯೆ ಹೆಚ್ಚಿಸಲಾಗುತ್ತಿದೆ. ಕೊಪ್ಪಳ ಜಿಲ್ಲೆಯಲ್ಲಿ ಜಿಲ್ಲಾ ಆಸ್ಪತ್ರೆ, ಗಂಗಾವತಿ, ಕುಷ್ಟಗಿ, ಯಲಬುರ್ಗಾ ತಾಲ್ಲೂಕು ಆಸ್ಪತ್ರೆ ಸೇರಿ ಒಟ್ಟು 13 ಕೇಂದ್ರಗಳಲ್ಲಿ 'ಆಶಾಕಿರಣ' ದೃಷ್ಟಿ ಕೇಂದ್ರಗಳನ್ನು ಈಗ [51, 659, 237, 1040]
ashakirana-headline [42, 550, 666, 587]
page-number: 2 [48, 21, 90, 91]
vande-col3: 'ಬನ್ನಿಕೊಪ್ಪ ಹಾಗೂ ಕೊಪ್ಪಳ ವಿದ್ಯಾನಗರದ ಕ್ಷೇತ್ರದ ಬಗ್ಗೆ ಬೇಕುಕೇಳಿ ರೈಲ್ವೆ ಮೇಲ್ಸೇತುವೆ ನಿರ್ಮಿಸಬೇಕು. ಹುಬ್ಬಳ್ಳಿ-ಬೆಂಗಳೂರು ನಡುವೆ ವಂದೇ ಭಾರತ್ ರೈಲು ಸಂಚಾರ ನಡೆಸುತ್ತಿದ್ದು, ಈ ರೈಲು ಗದಗ, ಕೊಪ್ಪಳ, ಬಳ್ಳಾರಿ ಮೂಲಕ ಸಂಚರಿಸುವಂತೆ ಕ್ರಮ ವಹಿಸಬೇಕು' ಎಂದು ಕೋರಲಾಗಿದೆ. ಸಚಿವರು ಸಕಾರಾತ್ಮಕವಾಗಿ ಸ್ಪಂದಿಸಿದ್ದಾರೆ' ಎಂದು ತಿಳಿಸಿದ್ದಾರೆ. [909, 1097, 1135, 1242]
arogya-col4: ಆರೋಗ್ಯ ಕೇಂದ್ರದ ಆಡಳಿತಾಧಿಕಾರಿಯಾದ ಡಾ ಪರಿಣಾಮ ವಹಿಸಿ ಮಾತನಾಡಿ, ನಮ್ಮ ಸಮುದಾಯ ಆರೋಗ್ಯ ಕೇಂದ್ರದ ವ್ಯಾಪ್ತಿಗೆ ಬರುವ ಎಲ್ಲಾ ಗ್ರಾಮಗಳಲ್ಲಿ ಶಿಬಿರದ ಪ್ರಚಾರ ಹಾಗೂ ಜಾಗೃತಿಯನ್ನು ಆಶಾ ಕಾರ್ಯಕರ್ತೆಯರಿಂದ ಮಾಡಿಸಿ ಉಚಿತ ಆರೋಗ್ಯ ಶಿಬಿರದ ಸದುಪಯೋಗ ಪಡಿಸಿಕೊಳ್ಳುವಂತೆ ಸೂಚನೆ ನೀಡಿದರು. ಈ ಸಂದರ್ಭದಲ್ಲಿ ಲಯನ್ಸ್ ಕ್ಲಬ್ ಗಂಗಾವತಿ ಕಾರ್ಯದರ್ಶಿಯಾದ ಜಂಬಣ್ಣ ಐಲಿ, ಖಜಾಂಚಿಯಾದ ಶಿವಪ್ಪ ಗಾಳಿ, ಸದಸ್ಯರುಗಳಾದ ವೆಂಕಟೇಶ, ಸಿದ್ದಣ್ಣ ಜಕ್ಕಲಿ, ವೆಂಕಟೇಶ್ವರರಾವ್, ಸುಬ್ಬರಾಜು, ಶ್ರೀನಿವಾಸ, ಗ್ರಾಮದ ಯೋಜನೆಗಳ ಅನುಷ್ಠಾನ ಸಮಿತಿಯ ಜಿಲ್ಲಾಧ್ಯಕ್ಷರಾದ ರೆಡ್ಡಿ ಶ್ರೀನಿವಾಸ, ಸೇರಿದಂತೆ ಗ್ರಾಮಸ್ಥರು ಹಾಗೂ ಇತರರು ಭಾಗವಹಿಸಿದ್ದರು. [864, 2001, 1135, 2253]
sidebar-story1-text: 'ದೇವನಹಳ್ಳಿ ಸುತ್ತಲಿನ ಪರಿಸರದಲ್ಲಿ ಕೃಷಿ ಉಳಿಯಬೇಕು ಎನ್ನುವ ಕೂಗು ಇದೆ. ಆ ಪರಿಸರವನ್ನು ಶಾಶ್ವತ ಕೃಷಿ ವಲಯ ಎಂದು ಘೋಷಿಸುವ ಬಗ್ಗೆಯೂ ಚಿಂತನೆ ನಡೆಯುತ್ತಿದೆ' ಎಂದು ಎಂ.ಬಿ.ಪಾಟೀಲ ಹೇಳಿದರು. 'ಚನ್ನರಾಯ ಪಟ್ಟಣದಲ್ಲಿ ಏರೋಸ್ಪೇಸ್ ಪಾರ್ಕ್ ಸ್ಥಾಪನೆಯಿಂದ ರಾಜ್ಯದಲ್ಲಿ ಕೈಗಾರಿಕಾಭಿವೃದ್ಧಿಗೆ ಮಹತ್ವದ್ದಾಗಿದೆ. ಕೃಷಿ ಮತ್ತು ಕೈಗಾರಿಕೆ ಒಟ್ಟಿಗೆ ಸಾಗಬೇಕು ಎಂಬುದು ನನ್ನ ಆಶಯ. ಮುಖ್ಯಮಂತ್ರಿ ಸಿದ್ದರಾಮಯ್ಯ ಅವರ ನೇತೃತ್ವದಲ್ಲಿ ಮಂಗಳವಾರ (ಜುಲೈ 15) ನಡೆಯಲಿರುವ ಸಭೆಯಲ್ಲಿ ಈ ಬಗ್ಗೆ ತೀರ್ಮಾನ ತೆಗೆದುಕೊಳ್ಳಲಾಗುವುದು' ಎಂದರು. [1151, 319, 1491, 486]
sidebar-story2-title: 1777 ಎಕರೆ ಭೂಸ್ವಾಧೀನ ಕೈಬಿಡಲು ಒತ್ತಾಯ [1151, 563, 1441, 622]
lead-byline: ■ ಡಿ.ಡಿ ನ್ಯೂಸ್ ಕುಷ್ಟಗಿ [48, 185, 158, 201]
lead-headline [48, 121, 1137, 163]
police-image-icon [917, 545, 1135, 652]
drop-icon [485, 639, 507, 666]
meeting-image-icon [909, 880, 1135, 1046]
lead-photo [410, 185, 732, 421]
arogya-headline-part2: ಡಾ: ಶಿವಕುಮಾರ ಮಾಲಿಪಾಟೀಲ್ [570, 1955, 847, 1985]
vande-photo [909, 880, 1135, 1046]
header-top-stripe [0, 0, 1510, 10]
sidebar-story1-sub: ಶಾಶ್ವತ ಕೃಷಿ ವಲಯ? [1151, 276, 1319, 304]
ashakirana-subhead: ವಯೋವೃದ್ಧರು, ವಿದ್ಯಾರ್ಥಿಗಳಲ್ಲಿ ಕಂಡು ಬರುವ ಕಣ್ಣಿನ ಸಮಸ್ಯೆಗಳಿಗೆ ಇದ್ದೂರಿನಲ್ಲಿಯೇ ಚಿಕಿತ್ಸೆ [42, 601, 666, 628]
arogya-headline-part1: ಬೃಹತ್ ಆರೋಗ್ಯ ತಪಾಸಣಾ ಶಿಬಿರದ ಪೂರ್ವಭಾವಿ ಸಭೆಯಶಸ್ವಿ: [48, 1955, 571, 1985]
hakkandi-photo [689, 1408, 1135, 1655]
sidebar [1145, 121, 1497, 2403]
ashakirana-quote-box [479, 632, 661, 830]
footer-dots-right [1416, 2444, 1459, 2454]
kesaru-top-rule [43, 1330, 676, 1332]
lead-bottom-rule [43, 536, 1140, 538]
vande-col1: 'ಜಿಲ್ಲೆಯಿಂದ ಬೆಂಗಳೂರಿಗೆ ವಂದೇ ಭಾರತ್ ರೈಲು ಸಂಚಾರ ಸೇರಿ ಜಿಲ್ಲೆಯ ರೈಲ್ವೆ ಅಭಿವೃದ್ಧಿ ಕಾಮಗಾರಿಗೆ ಕ್ರಮ ವಹಿಸಬೇಕು' ಎಂದು ಬಿಜೆಪಿ ರಾಜ್ಯ ಕಾರ್ಯದರ್ಶಿ ಸಿದ್ದೇಶ್ವರ ನವಲಿಹಿರೇಮಠ, ಕೇಂದ್ರ ರೈಲ್ವೆ ಖಾತೆ ರಾಜ್ಯ ಸಚಿವ ವಿ.ಸೋಮಣ್ಣ ಅವರಿಗೆ ಮನವಿ ಸಲ್ಲಿಸಿದರು. [689, 901, 901, 1025]
kesaru-headline-line1: ಕೆಸರು ಓಟ ಶಾಲಾ ಮಕ್ಕಳಲ್ಲಿ ಕೃಷಿಯನ್ನು [139, 1347, 574, 1387]
kesaru-byline: ■ ಡಿ.ಡಿ. ನ್ಯೂಸ್ ಗಂಗಾವತಿ [48, 1451, 178, 1467]
kesaru-headline-line2 [40, 1393, 673, 1444]
police-image-icon [917, 657, 1135, 764]
sidebar-story5-title: ಶಿವಮೊಗ್ಗ | ಅಂಬಾರಗೋಡ್ಲು ಕಳಸವಳ್ಳಿ ಸೇತುವೆ: ಸಿಎಂಗೆ ಅಗೌರವ: ಜಟಾಪಟಿ [1151, 1984, 1433, 2042]
sidebar-header: ಮೊದಲನೇ ಪುಟದಿಂದ.... [1151, 125, 1362, 154]
hakkandi-top-rule [687, 1363, 1137, 1364]
crowd-image-icon [410, 185, 732, 421]
vande-headline: ಜಿಲ್ಲೆಯಲ್ಲಿ ವಂದೇ ಭಾರತ್ ರೈಲು ಸಂಚಾರ ಆರಂಭಿಸಲು ಮನವಿ [711, 786, 1113, 863]
